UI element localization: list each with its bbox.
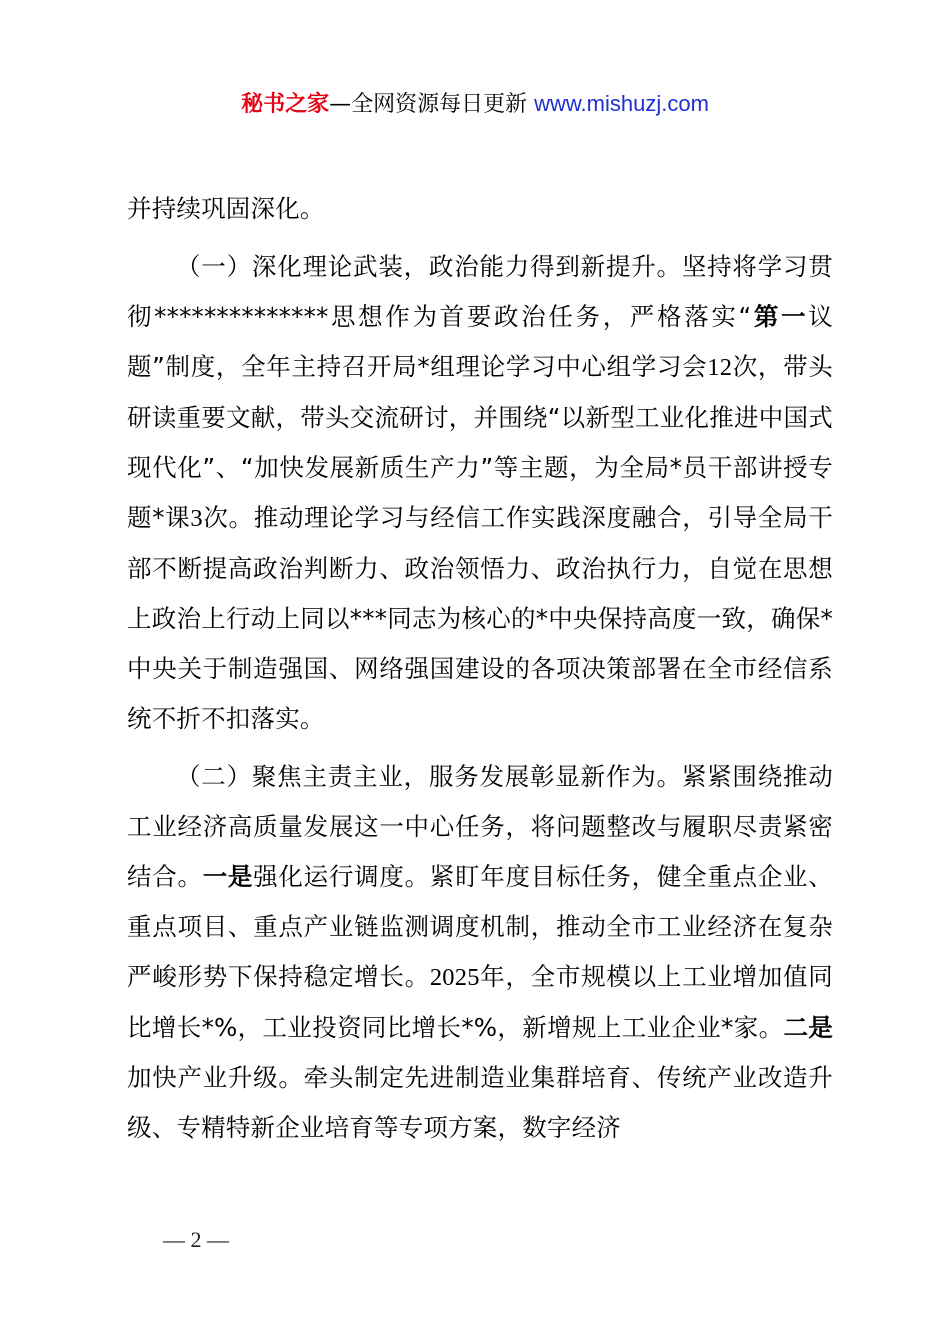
section-two-year: 2025 — [429, 964, 480, 991]
paragraph-continuation — [127, 184, 833, 234]
section-one-meeting-count: 12 — [707, 354, 733, 381]
header-brand: 秘书之家 — [241, 92, 330, 117]
section-one-bold-term: 第一 — [751, 302, 809, 331]
site-header — [0, 86, 950, 123]
paragraph-section-one — [127, 242, 833, 744]
paragraph-section-two — [127, 752, 833, 1153]
document-body — [127, 184, 833, 1153]
header-site-url[interactable]: www.mishuzj.com — [534, 91, 709, 116]
paragraph-continuation-text: 并持续巩固深化。 — [127, 194, 325, 223]
section-one-text-a: （一）深化理论武装，政治能力得到新提升。坚持将学习贯彻**************思想作为首要政治任务，严格落实“ — [127, 252, 833, 331]
section-one-text-e: 次。推动理论学习与经信工作实践深度融合，引导全局干部不断提高政治判断力、政治领悟力、政治执行力，自觉在思想上政治上行动上同以***同志为核心的*中央保持高度一致，确保*中央关于制造强国、网络强国建设的各项决策部署在全市经信系统不折不扣落实。 — [127, 503, 833, 733]
section-two-text-c: 强化运行调度。紧盯年度目标任务，健全重点企业、重点项目、重点产业链监测调度机制，推动全市工业经济在复杂严峻形势下保持稳定增长。 — [127, 862, 833, 991]
section-two-bold-first: 一是 — [202, 862, 254, 891]
section-two-text-d: 年，全市规模以上工业增加值同比增长*%，工业投资同比增长*%，新增规上工业企业*家。 — [127, 962, 833, 1042]
section-one-text-c: 议题”制度，全年主持召开局*组理论学习中心组学习会 — [127, 302, 833, 381]
section-one-text-d: 次，带头研读重要文献，带头交流研讨，并围绕“以新型工业化推进中国式现代化”、“加快发展新质生产力”等主题，为全局*员干部讲授专题*课 — [127, 352, 833, 532]
section-one-lecture-count: 3 — [190, 505, 203, 532]
header-tagline: —全网资源每日更新 — [329, 92, 535, 117]
section-two-text-e: 加快产业升级。牵头制定先进制造业集群培育、传统产业改造升级、专精特新企业培育等专项方案，数字经济 — [127, 1063, 833, 1142]
section-two-text-a: （二）聚焦主责主业，服务发展彰显新作为。紧紧围绕推动工业经济高质量发展这一中心任务，将问题整改与履职尽责紧密结合。 — [127, 762, 833, 891]
page-number: — 2 — — [163, 1227, 229, 1252]
section-two-bold-second: 二是 — [783, 1013, 833, 1042]
